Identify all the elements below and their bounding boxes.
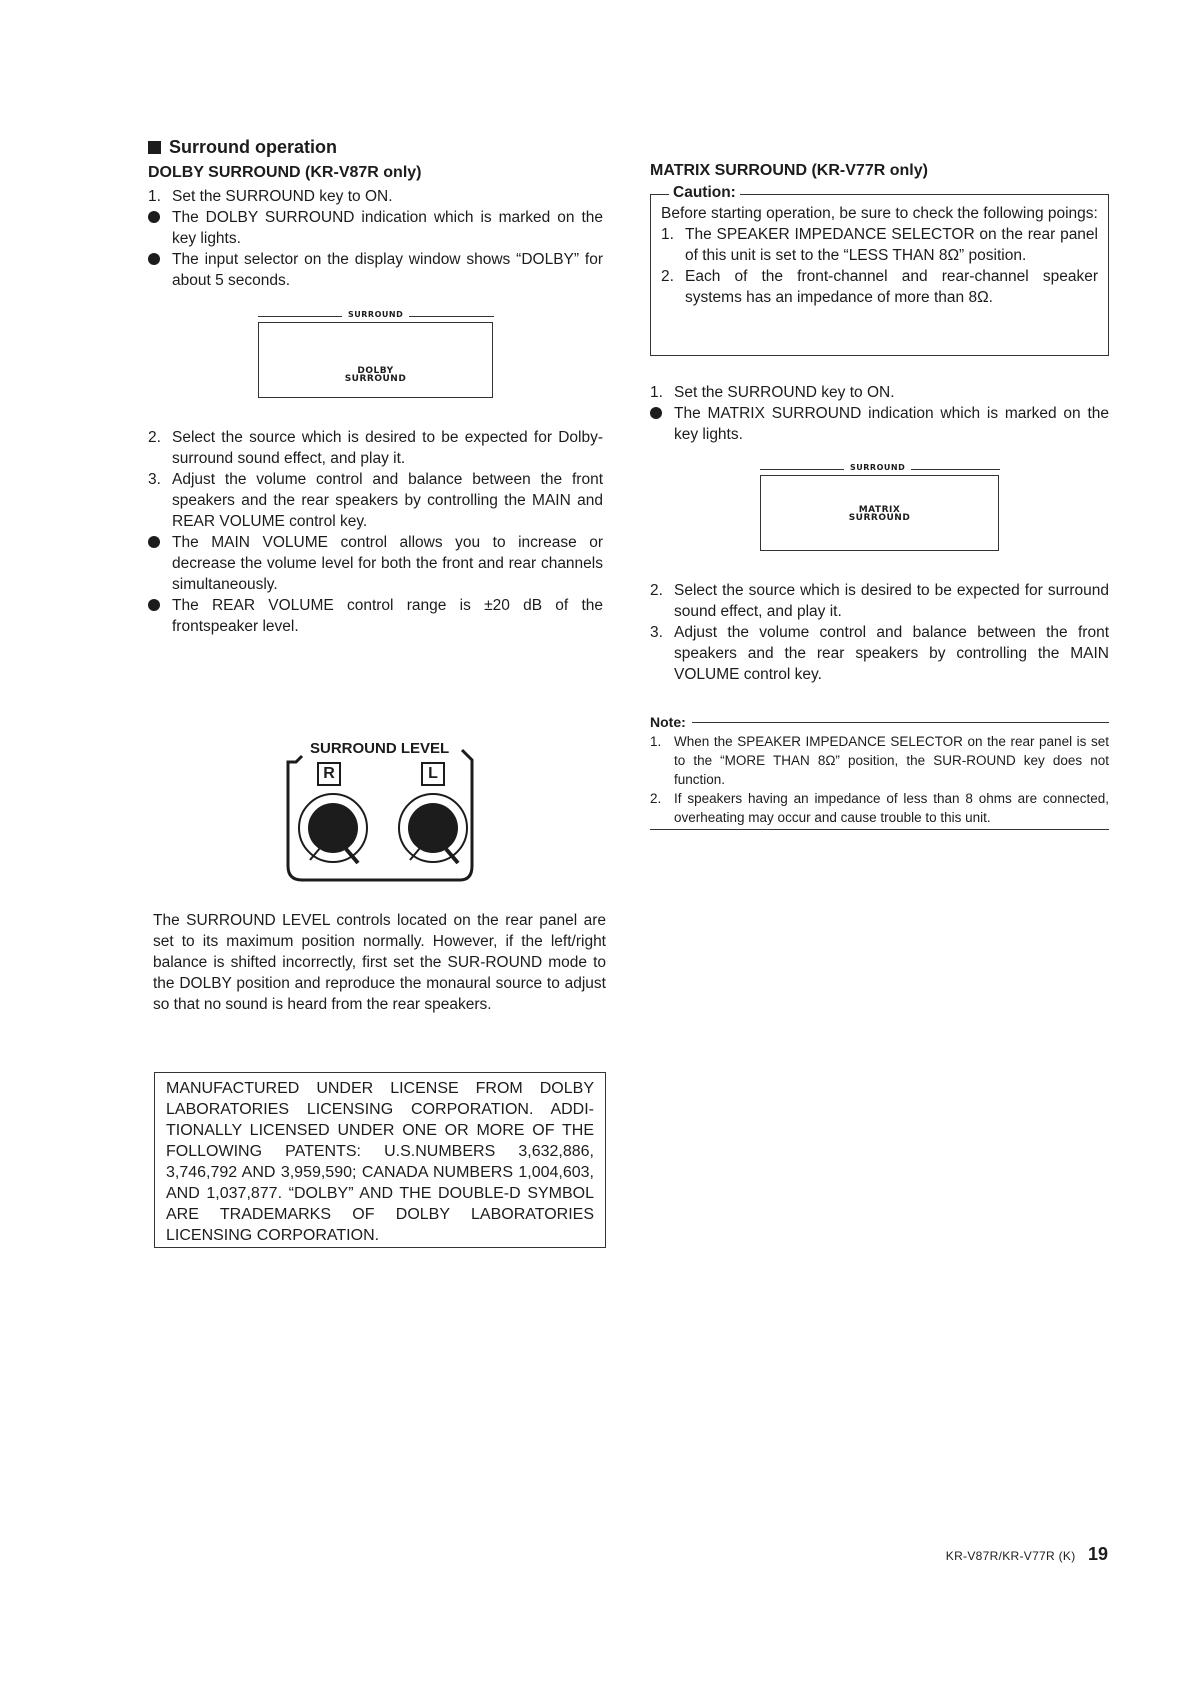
model-number: KR-V87R/KR-V77R (K) [945, 1549, 1076, 1563]
page-number: 19 [1087, 1544, 1108, 1564]
bullet-icon [148, 253, 160, 265]
display-line-2: SURROUND [848, 513, 911, 523]
list-item: The REAR VOLUME control range is ±20 dB of the frontspeaker level. [148, 595, 603, 637]
surround-level-illustration [286, 736, 476, 884]
display-line-1: MATRIX [858, 505, 901, 515]
divider [650, 829, 1109, 830]
bullet-icon [148, 211, 160, 223]
display-label: SURROUND [844, 463, 911, 472]
bullet-icon [650, 407, 662, 419]
list-item: The input selector on the display window shows “DOLBY” for about 5 seconds. [148, 249, 603, 291]
display-window [258, 322, 493, 398]
surround-level-panel-graphic [286, 736, 476, 884]
matrix-title: MATRIX SURROUND (KR-V77R only) [650, 162, 928, 179]
dolby-title: DOLBY SURROUND (KR-V87R only) [148, 164, 422, 181]
bullet-icon [148, 599, 160, 611]
list-item: The MATRIX SURROUND indication which is marked on the key lights. [650, 403, 1109, 445]
divider [692, 722, 1109, 723]
knob-label-l: L [428, 765, 438, 782]
license-notice: MANUFACTURED UNDER LICENSE FROM DOLBY LABORATORIES LICENSING CORPORATION. ADDI-TIONALLY LICENSED UNDER ONE OR MORE OF THE FOLLOWING PATENTS: U.S.NUMBERS 3,632,886, 3,746,792 AND 3,959,590; CANADA NUMBERS 1,004,603, AND 1,037,877. “DOLBY” AND THE DOUBLE-D SYMBOL ARE TRADEMARKS OF DOLBY LABORATORIES LICENSING CORPORATION. [166, 1080, 594, 1244]
bullet-icon [148, 536, 160, 548]
note-label: Note: [650, 714, 686, 730]
list-item: 1. Set the SURROUND key to ON. [148, 188, 393, 205]
note-item: 1. When the SPEAKER IMPEDANCE SELECTOR on the rear panel is set to the “MORE THAN 8Ω” position, the SUR-ROUND key does not function. [650, 734, 1109, 787]
display-line-1: DOLBY [357, 366, 394, 376]
list-item: The MAIN VOLUME control allows you to increase or decrease the volume level for both the front and rear channels simultaneously. [148, 532, 603, 595]
page-footer [900, 1544, 1108, 1565]
matrix-display-illustration [760, 463, 1000, 553]
caution-intro: Before starting operation, be sure to check the following poings: [661, 205, 1098, 222]
section-heading [148, 137, 608, 158]
matrix-steps [650, 382, 1109, 445]
list-item: 2. Select the source which is desired to be expected for Dolby-surround sound effect, and play it. [148, 429, 603, 467]
knob-label-r: R [323, 765, 335, 782]
surround-level-paragraph: The SURROUND LEVEL controls located on the rear panel are set to its maximum position normally. However, if the left/right balance is shifted incorrectly, first set the SUR-ROUND mode to the DOLBY position and reproduce the monaural source to adjust so that no sound is heard from the rear speakers. [153, 912, 606, 1013]
square-bullet-icon [148, 141, 161, 154]
surround-level-title: SURROUND LEVEL [310, 740, 450, 757]
dolby-steps [148, 186, 603, 291]
note-section [650, 714, 1109, 830]
caution-item: 2. Each of the front-channel and rear-channel speaker systems has an impedance of more than 8Ω. [661, 268, 1098, 306]
dolby-steps-2 [148, 427, 603, 637]
section-title: Surround operation [169, 137, 337, 157]
license-notice-box [154, 1072, 606, 1248]
dolby-display-illustration [258, 310, 494, 400]
list-item: 2. Select the source which is desired to be expected for surround sound effect, and play it. [650, 582, 1109, 620]
display-window [760, 475, 999, 551]
list-item: 1. Set the SURROUND key to ON. [650, 384, 895, 401]
caution-label: Caution: [669, 184, 740, 202]
matrix-steps-2 [650, 580, 1109, 685]
display-line-2: SURROUND [344, 374, 407, 384]
caution-box [650, 184, 1109, 356]
list-item: 3. Adjust the volume control and balance between the front speakers and the rear speakers by controlling the MAIN VOLUME control key. [650, 624, 1109, 683]
display-label: SURROUND [342, 310, 409, 319]
note-item: 2. If speakers having an impedance of less than 8 ohms are connected, overheating may occur and cause trouble to this unit. [650, 791, 1109, 825]
caution-item: 1. The SPEAKER IMPEDANCE SELECTOR on the rear panel of this unit is set to the “LESS THAN 8Ω” position. [661, 226, 1098, 264]
list-item: The DOLBY SURROUND indication which is marked on the key lights. [148, 207, 603, 249]
list-item: 3. Adjust the volume control and balance between the front speakers and the rear speakers by controlling the MAIN and REAR VOLUME control key. [148, 471, 603, 530]
